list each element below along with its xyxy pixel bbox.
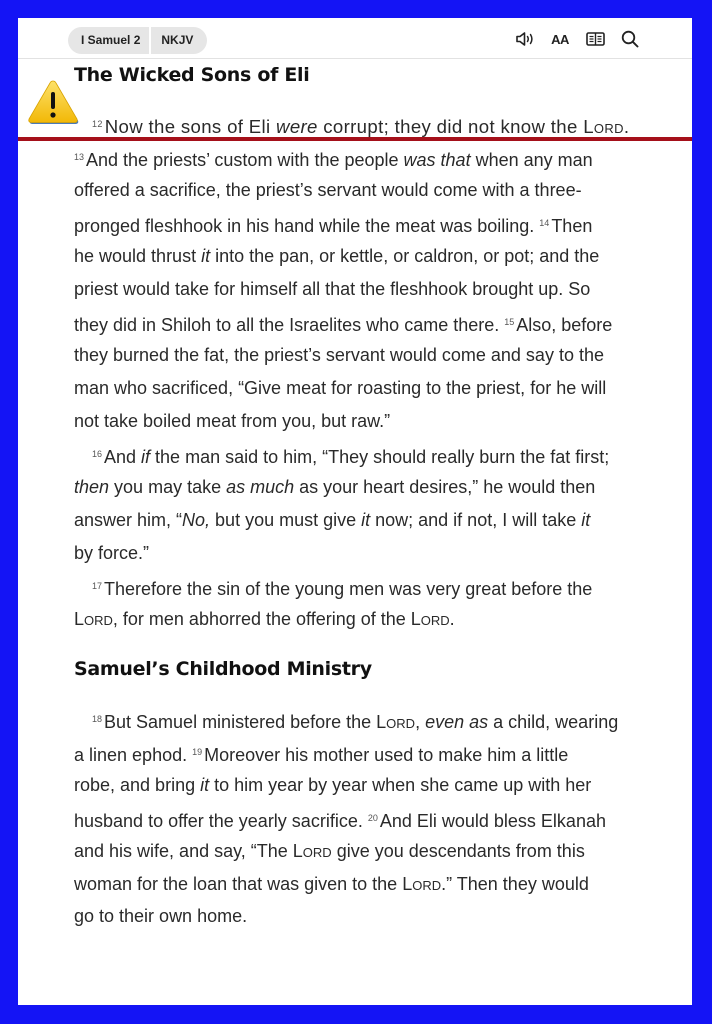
text-run: it bbox=[200, 775, 210, 795]
speaker-icon[interactable] bbox=[515, 29, 535, 49]
text-run: it bbox=[201, 246, 211, 266]
text-line bbox=[74, 868, 589, 901]
text-run: . bbox=[623, 116, 630, 137]
text-run: husband to offer the yearly sacrifice. bbox=[74, 811, 368, 831]
text-run: the man said to him, “They should really burn the fat first; bbox=[150, 447, 610, 467]
verse-number: 19 bbox=[192, 747, 203, 757]
header-toolbar bbox=[515, 29, 655, 49]
text-run: if bbox=[141, 447, 151, 467]
text-line bbox=[74, 240, 599, 273]
text-run: pronged fleshhook in his hand while the meat was boiling. bbox=[74, 216, 540, 236]
text-run: but you must give bbox=[210, 510, 362, 530]
text-run: give you descendants from this bbox=[331, 841, 585, 861]
text-run: Then bbox=[551, 216, 593, 236]
text-line bbox=[74, 174, 582, 207]
text-line bbox=[74, 405, 390, 438]
warning-icon bbox=[26, 78, 80, 126]
text-run: to him year by year when she came up with her bbox=[209, 775, 592, 795]
text-run: woman for the loan that was given to the bbox=[74, 874, 403, 894]
text-line bbox=[74, 471, 595, 504]
text-run: man who sacrificed, “Give meat for roasting to the priest, for he will bbox=[74, 378, 607, 398]
text-run: as your heart desires,” he would then bbox=[294, 477, 596, 497]
text-run: a child, wearing bbox=[488, 712, 619, 732]
text-run: Lord bbox=[410, 609, 450, 629]
text-run: Lord bbox=[583, 116, 624, 137]
text-run: as much bbox=[226, 477, 295, 497]
text-run: by force.” bbox=[74, 543, 150, 563]
search-icon[interactable] bbox=[620, 29, 640, 49]
verse-number: 13 bbox=[74, 152, 85, 162]
version-button[interactable]: NKJV bbox=[161, 33, 194, 47]
text-run: Lord bbox=[292, 841, 332, 861]
section-heading: Samuel’s Childhood Ministry bbox=[74, 658, 372, 680]
text-run: it bbox=[361, 510, 371, 530]
text-line bbox=[74, 273, 590, 306]
text-run: Also, before bbox=[516, 315, 613, 335]
text-run: go to their own home. bbox=[74, 906, 248, 926]
verse-number: 14 bbox=[539, 218, 550, 228]
text-run: offered a sacrifice, the priest’s servant would come with a three- bbox=[74, 180, 582, 200]
text-run: And Eli would bless Elkanah bbox=[379, 811, 606, 831]
text-line bbox=[74, 207, 592, 240]
verse-number: 18 bbox=[92, 714, 103, 724]
text-run: Now the sons of Eli bbox=[104, 116, 277, 137]
text-run: corrupt; they did not know the bbox=[317, 116, 584, 137]
text-run: not take boiled meat from you, but raw.” bbox=[74, 411, 391, 431]
text-line bbox=[74, 736, 568, 769]
verse-number: 16 bbox=[92, 449, 103, 459]
verse-18-line bbox=[92, 703, 618, 736]
text-run: even as bbox=[425, 712, 489, 732]
text-run: . bbox=[449, 609, 455, 629]
text-line bbox=[74, 504, 590, 537]
text-line bbox=[74, 802, 606, 835]
text-run: was that bbox=[403, 150, 471, 170]
text-run: Moreover his mother used to make him a little bbox=[204, 745, 569, 765]
verse-13-line bbox=[74, 141, 593, 174]
verse-number: 20 bbox=[367, 813, 378, 823]
text-run: when any man bbox=[470, 150, 593, 170]
text-run: he would thrust bbox=[74, 246, 202, 266]
text-run: it bbox=[581, 510, 591, 530]
text-size-icon[interactable] bbox=[550, 29, 570, 49]
text-line bbox=[74, 537, 149, 570]
text-run: Lord bbox=[376, 712, 416, 732]
text-size-label: AA bbox=[551, 31, 569, 47]
verse-number: 12 bbox=[92, 119, 103, 129]
text-line bbox=[74, 900, 247, 933]
text-run: a linen ephod. bbox=[74, 745, 193, 765]
text-run: Lord bbox=[402, 874, 442, 894]
text-run: you may take bbox=[109, 477, 227, 497]
reader-header bbox=[18, 18, 692, 59]
text-run: and his wife, and say, “The bbox=[74, 841, 293, 861]
text-run: , for men abhorred the offering of the bbox=[112, 609, 411, 629]
book-icon[interactable] bbox=[585, 29, 605, 49]
text-line bbox=[74, 339, 604, 372]
text-run: And bbox=[104, 447, 142, 467]
text-line bbox=[74, 769, 591, 802]
book-chapter-button[interactable]: I Samuel 2 bbox=[68, 27, 151, 54]
text-run: priest would take for himself all that the fleshhook brought up. So bbox=[74, 279, 591, 299]
text-run: No, bbox=[182, 510, 211, 530]
text-run: Therefore the sin of the young men was very great before the bbox=[104, 579, 593, 599]
text-run: answer him, “ bbox=[74, 510, 183, 530]
passage-selector bbox=[68, 27, 207, 54]
section-heading: The Wicked Sons of Eli bbox=[74, 64, 310, 86]
verse-number: 15 bbox=[504, 317, 515, 327]
reader-panel bbox=[18, 18, 692, 1005]
verse-number: 17 bbox=[92, 581, 103, 591]
text-run: And the priests’ custom with the people bbox=[86, 150, 404, 170]
text-run: .” Then they would bbox=[441, 874, 589, 894]
text-line bbox=[74, 603, 455, 636]
text-run: into the pan, or kettle, or caldron, or pot; and the bbox=[210, 246, 600, 266]
text-run: were bbox=[276, 116, 318, 137]
text-line bbox=[74, 372, 606, 405]
text-line bbox=[74, 835, 585, 868]
text-run: Lord bbox=[74, 609, 113, 629]
text-run: they burned the fat, the priest’s servant would come and say to the bbox=[74, 345, 604, 365]
text-run: they did in Shiloh to all the Israelites who came there. bbox=[74, 315, 505, 335]
verse-17-line bbox=[92, 570, 592, 603]
verse-16-line bbox=[92, 438, 609, 471]
text-run: , bbox=[415, 712, 426, 732]
verse-12 bbox=[92, 108, 629, 141]
text-run: But Samuel ministered before the bbox=[104, 712, 377, 732]
text-run: now; and if not, I will take bbox=[370, 510, 582, 530]
text-run: then bbox=[74, 477, 110, 497]
text-run: robe, and bring bbox=[74, 775, 201, 795]
text-line bbox=[74, 306, 612, 339]
